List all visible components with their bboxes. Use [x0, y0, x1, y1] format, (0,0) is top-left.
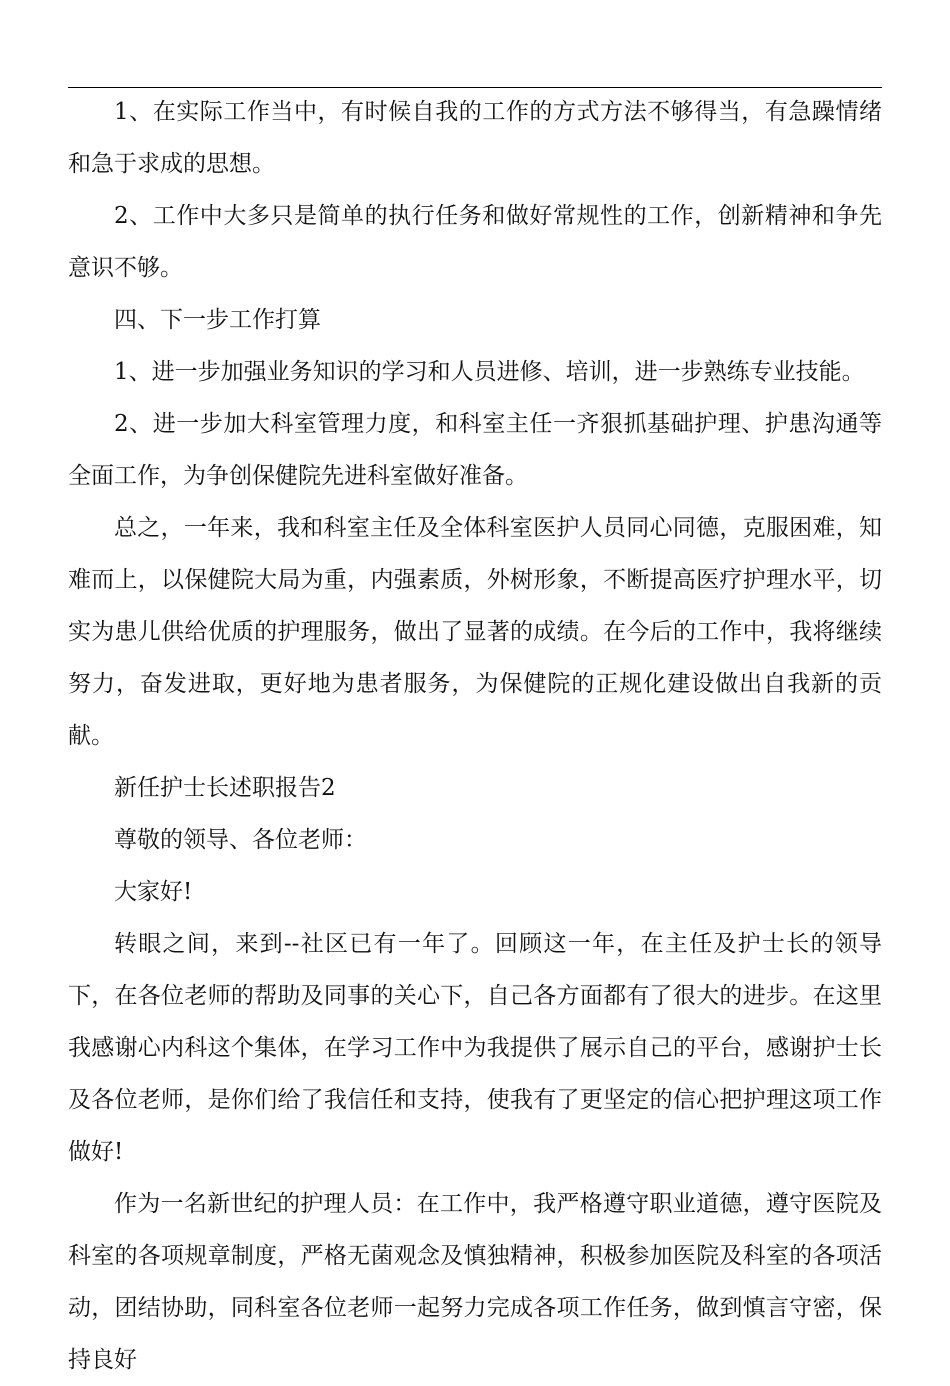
paragraph-shortcoming-1: 1、在实际工作当中，有时候自我的工作的方式方法不够得当，有急躁情绪和急于求成的思想。: [68, 99, 882, 177]
section-heading-next-steps: 四、下一步工作打算: [114, 307, 321, 333]
paragraph-review: 转眼之间，来到--社区已有一年了。回顾这一年，在主任及护士长的领导下，在各位老师的帮助及同事的关心下，自己各方面都有了很大的进步。在这里我感谢心内科这个集体，在学习工作中为我提供了展示自己的平台，感谢护士长及各位老师，是你们给了我信任和支持，使我有了更坚定的信心把护理这项工作做好!: [68, 931, 882, 1165]
paragraph-plan-1: 1、进一步加强业务知识的学习和人员进修、培训，进一步熟练专业技能。: [114, 359, 865, 385]
paragraph-conduct: 作为一名新世纪的护理人员：在工作中，我严格遵守职业道德，遵守医院及科室的各项规章制度，严格无菌观念及慎独精神，积极参加医院及科室的各项活动，团结协助，同科室各位老师一起努力完成各项工作任务，做到慎言守密，保持良好: [68, 1191, 882, 1373]
salutation: 尊敬的领导、各位老师：: [114, 827, 367, 853]
paragraph-summary: 总之，一年来，我和科室主任及全体科室医护人员同心同德，克服困难，知难而上，以保健院大局为重，内强素质，外树形象，不断提高医疗护理水平，切实为患儿供给优质的护理服务，做出了显著的成绩。在今后的工作中，我将继续努力，奋发进取，更好地为患者服务，为保健院的正规化建设做出自我新的贡献。: [68, 515, 882, 749]
greeting: 大家好!: [114, 879, 193, 905]
paragraph-shortcoming-2: 2、工作中大多只是简单的执行任务和做好常规性的工作，创新精神和争先意识不够。: [68, 203, 882, 281]
report-title: 新任护士长述职报告2: [114, 775, 336, 801]
paragraph-plan-2: 2、进一步加大科室管理力度，和科室主任一齐狠抓基础护理、护患沟通等全面工作，为争创保健院先进科室做好准备。: [68, 411, 882, 489]
document-body: [68, 86, 882, 1386]
